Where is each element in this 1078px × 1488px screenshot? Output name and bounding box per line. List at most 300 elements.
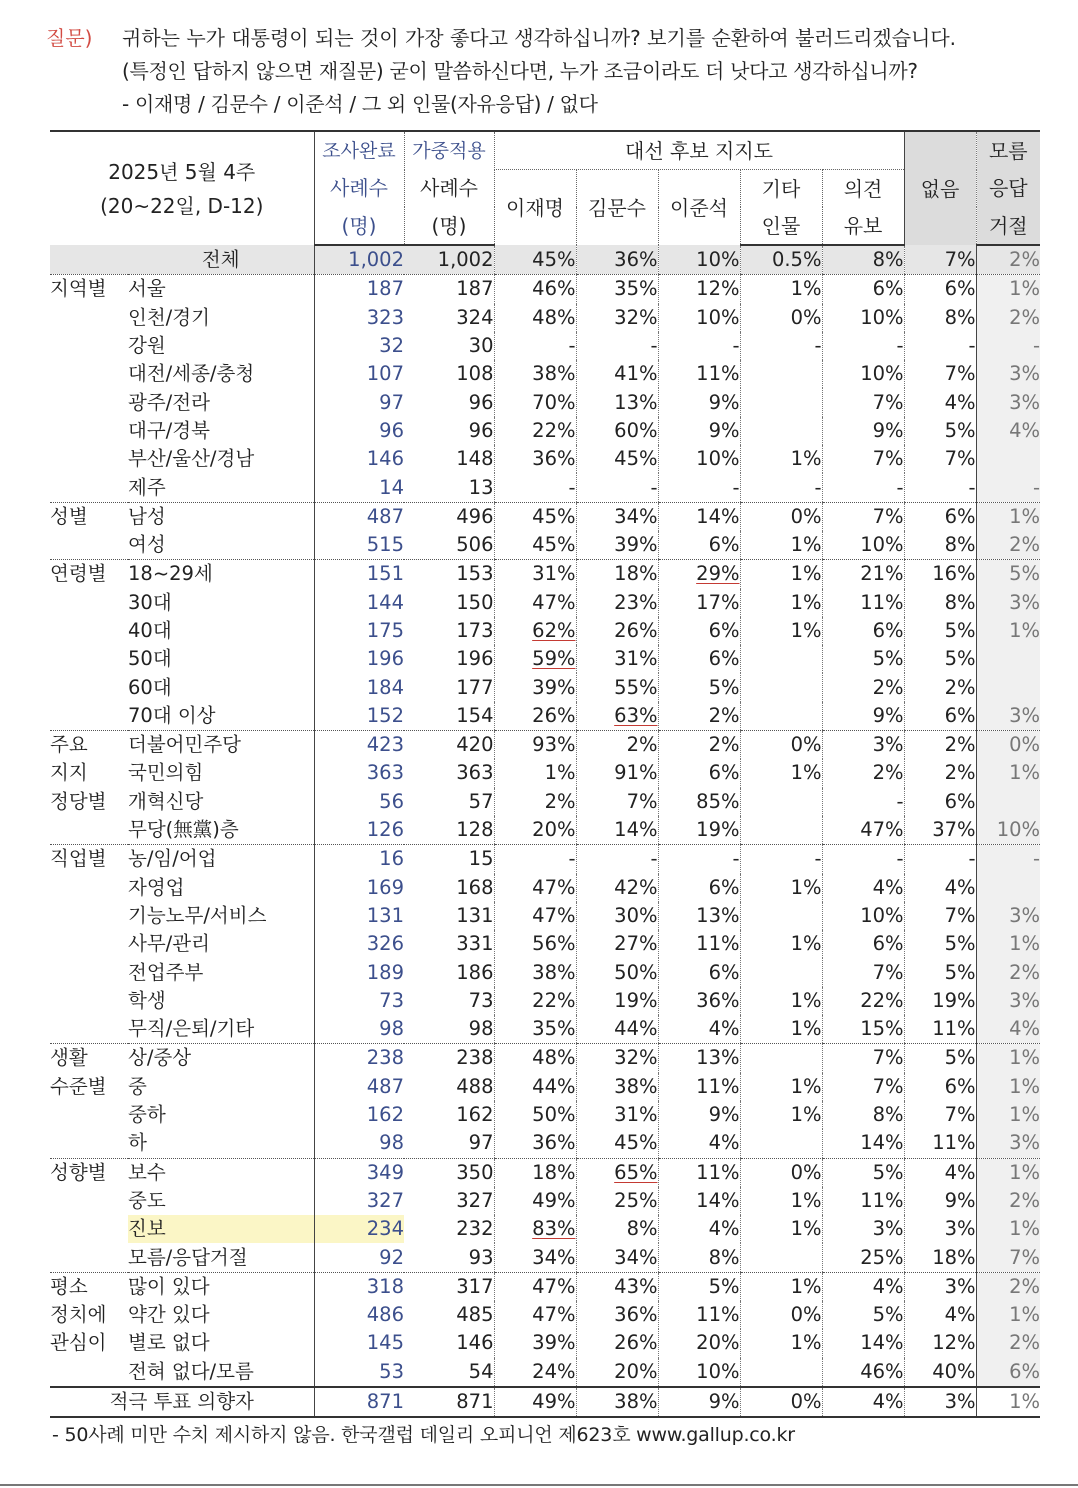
- cell-value: -: [576, 845, 658, 874]
- row-label: 자영업: [128, 875, 185, 899]
- cell-value: 19%: [904, 987, 976, 1015]
- cell-value: 1%: [976, 502, 1040, 531]
- cell-value: 2%: [976, 531, 1040, 560]
- cell-value: 46%: [494, 275, 576, 304]
- cell-value: 1%: [740, 589, 822, 617]
- cell-value: 49%: [494, 1387, 576, 1417]
- cell-value: 486: [314, 1301, 404, 1329]
- table-row: [50, 816, 1040, 845]
- row-group-label: [50, 673, 128, 701]
- cell-value: 1%: [740, 560, 822, 589]
- cell-value: 73: [468, 988, 494, 1012]
- cell-value: 47%: [822, 816, 904, 845]
- cell-value: 5%: [658, 673, 740, 701]
- cell-value: 98: [404, 1015, 494, 1044]
- row-label: 인천/경기: [128, 305, 210, 329]
- table-row: [50, 473, 1040, 502]
- cell-value: 196: [456, 647, 494, 671]
- row-group-label: [50, 874, 128, 902]
- cell-value: 9%: [658, 417, 740, 445]
- row-label: 18~29세: [128, 562, 213, 586]
- cell-value: 20%: [576, 1358, 658, 1387]
- cell-value: 40%: [904, 1358, 976, 1387]
- cell-value: 17%: [658, 589, 740, 617]
- cell-value: 30: [468, 334, 494, 358]
- cell-value: 1%: [740, 617, 822, 645]
- row-group-label: [50, 360, 128, 388]
- cell-value: 1%: [740, 445, 822, 473]
- bottom-divider: [0, 1484, 1078, 1486]
- cell-value: 11%: [904, 1015, 976, 1044]
- row-label: 더불어민주당: [128, 733, 242, 757]
- cell-value: 9%: [822, 417, 904, 445]
- cell-value: 7%: [904, 1101, 976, 1129]
- table-row: [50, 617, 1040, 645]
- cell-value: 232: [456, 1217, 494, 1241]
- cell-value: 6%: [904, 1073, 976, 1101]
- cell-value: 4%: [658, 1015, 740, 1044]
- cell-value: 22%: [494, 987, 576, 1015]
- row-group-label: [50, 987, 128, 1015]
- cell-value: 485: [456, 1303, 494, 1327]
- cell-value: 36%: [494, 1129, 576, 1158]
- cell-value: 0%: [740, 1387, 822, 1417]
- cell-value: 6%: [822, 930, 904, 958]
- cell-value: 34%: [576, 1243, 658, 1272]
- row-group-label: [50, 531, 128, 560]
- cell-value: 1%: [740, 1187, 822, 1215]
- cell-value: 5%: [904, 958, 976, 986]
- cell-value: 47%: [494, 1272, 576, 1301]
- cell-value: 30%: [576, 902, 658, 930]
- cell-value: 6%: [904, 702, 976, 731]
- cell-value: 7%: [822, 445, 904, 473]
- cell-value: -: [904, 845, 976, 874]
- cell-value: 38%: [576, 1073, 658, 1101]
- cell-value: 6%: [904, 502, 976, 531]
- cell-value: 27%: [576, 930, 658, 958]
- cell-value: 14%: [822, 1329, 904, 1357]
- cell-value: 39%: [494, 1329, 576, 1357]
- cell-value: 1%: [740, 1101, 822, 1129]
- cell-value: 10%: [658, 245, 740, 275]
- cell-value: 20%: [494, 816, 576, 845]
- cell-value: [740, 958, 822, 986]
- cell-value: 31%: [576, 645, 658, 673]
- cell-value: 32%: [576, 1044, 658, 1073]
- cell-value: 487: [314, 1073, 404, 1101]
- cell-value: -: [740, 332, 822, 360]
- cell-value: 4%: [822, 1387, 904, 1417]
- row-group-label: [50, 645, 128, 673]
- cell-value: 22%: [494, 417, 576, 445]
- cell-value: 5%: [658, 1272, 740, 1301]
- row-group-label: [50, 1358, 128, 1387]
- cell-value: 1%: [740, 1015, 822, 1044]
- cell-value: 47%: [494, 589, 576, 617]
- table-row: [50, 645, 1040, 673]
- cell-value: 96: [468, 390, 494, 414]
- cell-value: 15: [468, 847, 494, 871]
- cell-value: -: [576, 332, 658, 360]
- cell-value: -: [822, 788, 904, 816]
- table-row: [50, 1272, 1040, 1301]
- cell-value: 9%: [658, 1387, 740, 1417]
- cell-value: 2%: [658, 702, 740, 731]
- cell-value: 10%: [822, 360, 904, 388]
- cell-value: [740, 1129, 822, 1158]
- table-row: [50, 1215, 1040, 1243]
- cell-value: 50%: [576, 958, 658, 986]
- cell-value: -: [904, 332, 976, 360]
- table-row: [50, 731, 1040, 760]
- cell-value: 98: [314, 1015, 404, 1044]
- cell-value: 11%: [822, 1187, 904, 1215]
- cell-value: 327: [456, 1188, 494, 1212]
- cell-value: 16%: [904, 560, 976, 589]
- table-row: [50, 930, 1040, 958]
- cell-value: 1%: [976, 1073, 1040, 1101]
- table-row: [50, 1243, 1040, 1272]
- cell-value: -: [658, 473, 740, 502]
- cell-value: 13%: [576, 388, 658, 416]
- cell-value: 9%: [658, 388, 740, 416]
- cell-value: 7%: [904, 445, 976, 473]
- cell-value: [494, 645, 576, 673]
- cell-value: 41%: [576, 360, 658, 388]
- cell-value: 2%: [904, 673, 976, 701]
- row-group-label: [50, 1187, 128, 1215]
- cell-value: 1%: [740, 275, 822, 304]
- cell-value: 2%: [976, 958, 1040, 986]
- cell-value: 4%: [904, 874, 976, 902]
- cell-value: 4%: [658, 1129, 740, 1158]
- cell-value: 162: [314, 1101, 404, 1129]
- cell-value: 8%: [822, 245, 904, 275]
- row-label: 기능노무/서비스: [128, 903, 267, 927]
- row-label: 전혀 없다/모름: [128, 1359, 254, 1383]
- cell-value: 32%: [576, 304, 658, 332]
- table-row: [50, 1187, 1040, 1215]
- row-label: 서울: [128, 277, 166, 301]
- row-label: 광주/전라: [128, 390, 210, 414]
- cell-value: 13%: [658, 902, 740, 930]
- cell-value: 152: [314, 702, 404, 731]
- cell-value: 144: [314, 589, 404, 617]
- cell-value: 70%: [494, 388, 576, 416]
- table-row: [50, 332, 1040, 360]
- table-row: [50, 1329, 1040, 1357]
- table-row: [50, 589, 1040, 617]
- cell-value: 18%: [576, 560, 658, 589]
- cell-value: 7%: [904, 902, 976, 930]
- cell-value: 5%: [976, 560, 1040, 589]
- period-label: 2025년 5월 4주: [108, 159, 256, 184]
- cell-value: [740, 816, 822, 845]
- cell-value: 6%: [658, 958, 740, 986]
- row-group-label: [50, 473, 128, 502]
- cell-value: 56%: [494, 930, 576, 958]
- cell-value: 45%: [576, 445, 658, 473]
- cell-value: 323: [314, 304, 404, 332]
- header-weighted-mid: 사례수: [404, 170, 494, 208]
- cell-value: 11%: [822, 589, 904, 617]
- cell-value: 2%: [822, 759, 904, 787]
- cell-value: 96: [468, 418, 494, 442]
- cell-value: 39%: [494, 673, 576, 701]
- cell-value: 153: [456, 562, 494, 586]
- cell-value: 168: [456, 875, 494, 899]
- cell-value: 8%: [822, 1101, 904, 1129]
- cell-value: 6%: [658, 531, 740, 560]
- cell-value: 97: [314, 388, 404, 416]
- cell-value: 318: [314, 1272, 404, 1301]
- cell-value: 36%: [658, 987, 740, 1015]
- highlighted-value: 29%: [696, 562, 740, 586]
- cell-value: 19%: [576, 987, 658, 1015]
- row-label: 학생: [128, 988, 166, 1012]
- table-row: [50, 1301, 1040, 1329]
- cell-value: 10%: [658, 1358, 740, 1387]
- row-label: 개혁신당: [128, 789, 204, 813]
- cell-value: 5%: [822, 645, 904, 673]
- cell-value: 45%: [494, 245, 576, 275]
- cell-value: 42%: [576, 874, 658, 902]
- cell-value: 0%: [740, 304, 822, 332]
- cell-value: -: [904, 473, 976, 502]
- cell-value: 6%: [904, 275, 976, 304]
- row-label: 60대: [128, 675, 172, 699]
- cell-value: 47%: [494, 874, 576, 902]
- row-group-label: 연령별: [50, 562, 107, 586]
- cell-value: 2%: [976, 1329, 1040, 1357]
- table-row: [50, 275, 1040, 304]
- cell-value: 8%: [576, 1215, 658, 1243]
- cell-value: 54: [468, 1359, 494, 1383]
- cell-value: 7%: [904, 360, 976, 388]
- cell-value: 154: [404, 702, 494, 731]
- cell-value: 2%: [976, 245, 1040, 275]
- cell-value: 3%: [904, 1215, 976, 1243]
- row-label: 50대: [128, 647, 172, 671]
- cell-value: -: [658, 845, 740, 874]
- cell-value: 26%: [494, 702, 576, 731]
- row-group-label: 수준별: [50, 1074, 107, 1098]
- cell-value: 26%: [576, 1329, 658, 1357]
- cell-value: 36%: [576, 245, 658, 275]
- cell-value: 5%: [822, 1158, 904, 1187]
- cell-value: 6%: [976, 1358, 1040, 1387]
- header-weighted-top: 가중적용: [404, 131, 494, 170]
- cell-value: 7%: [822, 502, 904, 531]
- row-group-label: [50, 702, 128, 731]
- header-col-other-1: 기타: [740, 170, 822, 208]
- cell-value: 169: [314, 874, 404, 902]
- cell-value: 1,002: [314, 245, 404, 275]
- cell-value: [740, 902, 822, 930]
- footnote: - 50사례 미만 수치 제시하지 않음. 한국갤럽 데일리 오피니언 제623호 www.gallup.co.kr: [52, 1424, 795, 1446]
- cell-value: 2%: [976, 1187, 1040, 1215]
- cell-value: 4%: [658, 1215, 740, 1243]
- cell-value: 2%: [822, 673, 904, 701]
- row-group-label: 관심이: [50, 1331, 107, 1355]
- row-group-label: 지역별: [50, 277, 107, 301]
- cell-value: 19%: [658, 816, 740, 845]
- cell-value: 1%: [740, 1073, 822, 1101]
- cell-value: 14%: [658, 1187, 740, 1215]
- row-group-label: 직업별: [50, 847, 107, 871]
- row-group-label: 지지: [50, 761, 88, 785]
- header-weighted-unit: (명): [404, 207, 494, 245]
- cell-value: 96: [314, 417, 404, 445]
- cell-value: 363: [314, 759, 404, 787]
- row-label: 중: [128, 1074, 147, 1098]
- cell-value: 3%: [976, 987, 1040, 1015]
- header-completed-top: 조사완료: [314, 131, 404, 170]
- cell-value: 1%: [976, 1158, 1040, 1187]
- cell-value: 5%: [904, 1044, 976, 1073]
- cell-value: 7%: [822, 1044, 904, 1073]
- cell-value: 187: [314, 275, 404, 304]
- table-row: [50, 759, 1040, 787]
- question-line-2: [46, 55, 1056, 88]
- row-label: 부산/울산/경남: [128, 447, 255, 471]
- cell-value: 20%: [658, 1329, 740, 1357]
- cell-value: 6%: [658, 645, 740, 673]
- cell-value: 0%: [740, 1158, 822, 1187]
- row-label: 중하: [128, 1103, 166, 1127]
- cell-value: 2%: [904, 731, 976, 760]
- table-row: [50, 987, 1040, 1015]
- cell-value: 1%: [740, 1329, 822, 1357]
- cell-value: 1%: [976, 1215, 1040, 1243]
- cell-value: 16: [314, 845, 404, 874]
- row-label: 사무/관리: [128, 932, 210, 956]
- cell-value: 131: [314, 902, 404, 930]
- table-row: [50, 502, 1040, 531]
- cell-value: 47%: [494, 902, 576, 930]
- cell-value: 0%: [740, 502, 822, 531]
- cell-value: -: [740, 845, 822, 874]
- cell-value: 515: [314, 531, 404, 560]
- cell-value: 173: [456, 619, 494, 642]
- cell-value: 131: [456, 903, 494, 927]
- row-label: 농/임/어업: [128, 847, 217, 871]
- highlighted-value: 83%: [532, 1217, 576, 1241]
- cell-value: 11%: [904, 1129, 976, 1158]
- cell-value: [976, 645, 1040, 673]
- cell-value: 48%: [494, 304, 576, 332]
- cell-value: 108: [456, 362, 494, 386]
- cell-value: 238: [456, 1046, 494, 1070]
- cell-value: [740, 788, 822, 816]
- cell-value: 871: [404, 1387, 494, 1417]
- cell-value: 2%: [976, 1272, 1040, 1301]
- row-group-label: [50, 417, 128, 445]
- cell-value: 4%: [904, 388, 976, 416]
- table-row: [50, 673, 1040, 701]
- cell-value: -: [494, 332, 576, 360]
- row-label: 중도: [128, 1188, 166, 1212]
- cell-value: 107: [314, 360, 404, 388]
- cell-value: 10%: [822, 304, 904, 332]
- cell-value: 10%: [658, 445, 740, 473]
- row-group-label: [50, 1101, 128, 1129]
- cell-value: 3%: [976, 388, 1040, 416]
- cell-value: -: [658, 332, 740, 360]
- question-label: 질문): [46, 26, 93, 50]
- cell-value: [740, 1243, 822, 1272]
- cell-value: 0%: [740, 1301, 822, 1329]
- cell-value: 238: [314, 1044, 404, 1073]
- cell-value: 57: [468, 789, 494, 813]
- cell-value: 0%: [740, 731, 822, 760]
- cell-value: 4%: [976, 1015, 1040, 1044]
- cell-value: 8%: [904, 531, 976, 560]
- cell-value: 9%: [822, 702, 904, 731]
- row-group-label: [50, 958, 128, 986]
- cell-value: 45%: [494, 502, 576, 531]
- row-group-label: [50, 388, 128, 416]
- cell-value: 2%: [976, 304, 1040, 332]
- question-line-1: [46, 22, 1056, 55]
- row-group-label: 평소: [50, 1274, 88, 1298]
- cell-value: 488: [456, 1074, 494, 1098]
- cell-value: -: [740, 473, 822, 502]
- row-group-label: 성향별: [50, 1160, 107, 1184]
- highlighted-value: 63%: [614, 703, 658, 727]
- cell-value: 8%: [904, 304, 976, 332]
- cell-value: 2%: [576, 731, 658, 760]
- table-body: [50, 245, 1040, 1417]
- table-row: [50, 560, 1040, 589]
- cell-value: 6%: [658, 759, 740, 787]
- cell-value: -: [822, 473, 904, 502]
- cell-value: 38%: [494, 958, 576, 986]
- cell-value: 4%: [822, 1272, 904, 1301]
- row-label: 40대: [128, 619, 172, 642]
- cell-value: 32: [314, 332, 404, 360]
- cell-value: 3%: [976, 360, 1040, 388]
- table-row: [50, 531, 1040, 560]
- cell-value: 48%: [494, 1044, 576, 1073]
- cell-value: 4%: [822, 874, 904, 902]
- cell-value: 38%: [576, 1387, 658, 1417]
- highlighted-value: 62%: [532, 619, 576, 642]
- period-sub-label: (20~22일, D-12): [100, 193, 264, 218]
- row-group-label: [50, 816, 128, 845]
- cell-value: 55%: [576, 673, 658, 701]
- cell-value: 7%: [822, 1073, 904, 1101]
- cell-value: 10%: [976, 816, 1040, 845]
- header-col-lee: 이재명: [494, 170, 576, 246]
- cell-value: 331: [456, 932, 494, 956]
- cell-value: -: [822, 845, 904, 874]
- cell-value: 186: [456, 960, 494, 984]
- cell-value: 14%: [822, 1129, 904, 1158]
- cell-value: 53: [314, 1358, 404, 1387]
- highlighted-value: 65%: [614, 1160, 658, 1184]
- cell-value: 11%: [658, 1158, 740, 1187]
- highlighted-value: 59%: [532, 647, 576, 671]
- cell-value: 15%: [822, 1015, 904, 1044]
- cell-value: -: [976, 332, 1040, 360]
- cell-value: 7%: [576, 788, 658, 816]
- table-row: [50, 958, 1040, 986]
- cell-value: [740, 388, 822, 416]
- cell-value: 4%: [976, 417, 1040, 445]
- cell-value: 22%: [822, 987, 904, 1015]
